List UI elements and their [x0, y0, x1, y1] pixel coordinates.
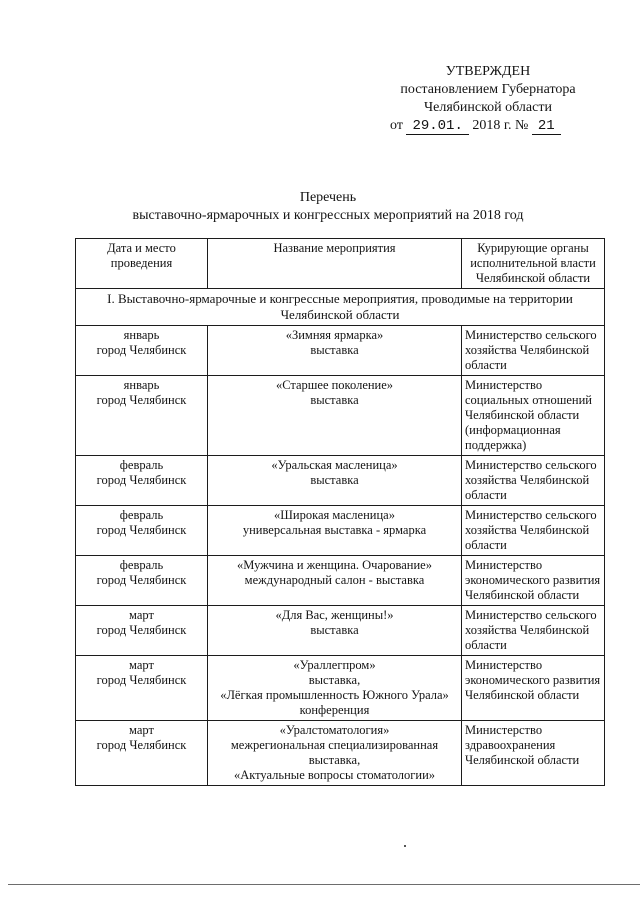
event-name: «Мужчина и женщина. Очарование»	[237, 558, 432, 572]
event-place: город Челябинск	[96, 393, 187, 407]
event-month: март	[129, 658, 154, 672]
event-extra-type: конференция	[299, 703, 370, 717]
title-line-1: Перечень	[299, 190, 357, 205]
authority-cell: Министерство социальных отношений Челябинской области (информационная поддержка)	[462, 376, 605, 456]
event-name-cell	[208, 556, 462, 606]
event-place: город Челябинск	[96, 738, 187, 752]
event-place: город Челябинск	[96, 573, 187, 587]
authority-cell: Министерство экономического развития Челябинской области	[462, 556, 605, 606]
table-row	[76, 506, 605, 556]
event-name: «Ураллегпром»	[293, 658, 376, 672]
date-prefix: от	[390, 118, 403, 133]
approval-block	[388, 63, 588, 135]
event-extra-name: «Лёгкая промышленность Южного Урала»	[220, 688, 449, 702]
table-row	[76, 556, 605, 606]
page-bottom-rule	[8, 884, 640, 885]
event-name-cell	[208, 506, 462, 556]
authority-cell: Министерство сельского хозяйства Челябинской области	[462, 506, 605, 556]
header-date-place: Дата и место проведения	[76, 239, 208, 289]
date-place-cell	[76, 606, 208, 656]
authority-cell: Министерство сельского хозяйства Челябинской области	[462, 326, 605, 376]
header-authority: Курирующие органы исполнительной власти Челябинской области	[462, 239, 605, 289]
authority-cell: Министерство сельского хозяйства Челябинской области	[462, 606, 605, 656]
date-place-cell	[76, 326, 208, 376]
event-place: город Челябинск	[96, 523, 187, 537]
event-name-cell	[208, 326, 462, 376]
event-name: «Широкая масленица»	[274, 508, 395, 522]
approval-date-line	[390, 117, 588, 135]
authority-cell: Министерство сельского хозяйства Челябинской области	[462, 456, 605, 506]
section-row	[76, 289, 605, 326]
event-month: январь	[123, 328, 160, 342]
event-month: февраль	[119, 558, 164, 572]
table-row	[76, 721, 605, 786]
event-month: март	[129, 723, 154, 737]
table-row	[76, 656, 605, 721]
event-name: «Уральская масленица»	[271, 458, 398, 472]
approval-line-2: Челябинской области	[424, 100, 552, 115]
title-line-2: выставочно-ярмарочных и конгрессных мероприятий на 2018 год	[132, 208, 524, 223]
event-name: «Старшее поколение»	[275, 378, 394, 392]
event-month: январь	[123, 378, 160, 392]
date-value: 29.01.	[406, 119, 468, 135]
event-type: выставка	[310, 393, 359, 407]
events-table	[75, 238, 605, 786]
event-month: февраль	[119, 458, 164, 472]
event-name-cell	[208, 721, 462, 786]
authority-cell: Министерство здравоохранения Челябинской области	[462, 721, 605, 786]
event-place: город Челябинск	[96, 623, 187, 637]
event-name-cell	[208, 656, 462, 721]
approval-heading: УТВЕРЖДЕН	[445, 64, 531, 79]
approval-line-1: постановлением Губернатора	[400, 82, 576, 97]
event-name: «Зимняя ярмарка»	[285, 328, 384, 342]
event-name: «Для Вас, женщины!»	[275, 608, 394, 622]
document-number: 21	[532, 119, 561, 135]
event-type: универсальная выставка - ярмарка	[242, 523, 427, 537]
document-title	[80, 189, 576, 225]
event-type: выставка	[310, 623, 359, 637]
table-row	[76, 606, 605, 656]
event-place: город Челябинск	[96, 343, 187, 357]
event-month: март	[129, 608, 154, 622]
event-name-cell	[208, 376, 462, 456]
section-title: I. Выставочно-ярмарочные и конгрессные мероприятия, проводимые на территории Челябинской области	[76, 289, 605, 326]
event-type: межрегиональная специализированная выставка,	[230, 738, 439, 767]
date-place-cell	[76, 721, 208, 786]
event-extra-name: «Актуальные вопросы стоматологии»	[233, 768, 436, 782]
event-name-cell	[208, 606, 462, 656]
event-type: выставка,	[308, 673, 361, 687]
event-name-cell	[208, 456, 462, 506]
event-type: выставка	[310, 473, 359, 487]
date-place-cell	[76, 656, 208, 721]
table-row	[76, 456, 605, 506]
date-place-cell	[76, 376, 208, 456]
scan-speck	[404, 845, 406, 847]
date-place-cell	[76, 506, 208, 556]
table-row	[76, 376, 605, 456]
event-place: город Челябинск	[96, 673, 187, 687]
event-type: международный салон - выставка	[244, 573, 425, 587]
header-event-name: Название мероприятия	[208, 239, 462, 289]
authority-cell: Министерство экономического развития Челябинской области	[462, 656, 605, 721]
date-place-cell	[76, 556, 208, 606]
date-place-cell	[76, 456, 208, 506]
year-text: 2018 г. №	[472, 118, 529, 133]
table-row	[76, 326, 605, 376]
table-header-row	[76, 239, 605, 289]
event-type: выставка	[310, 343, 359, 357]
event-month: февраль	[119, 508, 164, 522]
event-place: город Челябинск	[96, 473, 187, 487]
event-name: «Уралстоматология»	[279, 723, 390, 737]
